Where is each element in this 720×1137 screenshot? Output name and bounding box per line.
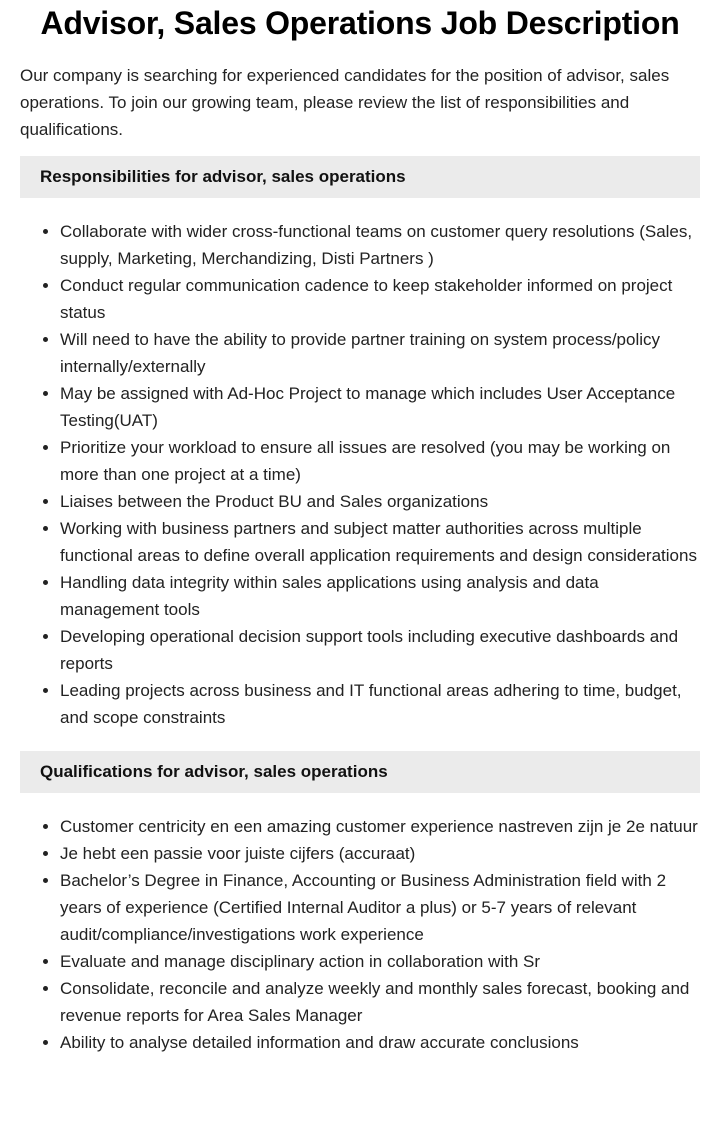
list-item: • Collaborate with wider cross-functional teams on customer query resolutions (Sales, supply, Marketing, Merchandizing, Disti Partners ) <box>60 218 700 272</box>
list-item: • Je hebt een passie voor juiste cijfers (accuraat) <box>60 840 700 867</box>
list-item: • Conduct regular communication cadence to keep stakeholder informed on project status <box>60 272 700 326</box>
list-item: • Working with business partners and subject matter authorities across multiple functional areas to define overall application requirements and design considerations <box>60 515 700 569</box>
list-item: • May be assigned with Ad-Hoc Project to manage which includes User Acceptance Testing(UAT) <box>60 380 700 434</box>
page-title: Advisor, Sales Operations Job Description <box>40 5 680 41</box>
list-item: • Consolidate, reconcile and analyze weekly and monthly sales forecast, booking and revenue reports for Area Sales Manager <box>60 975 700 1029</box>
list-item: • Bachelor’s Degree in Finance, Accounting or Business Administration field with 2 years of experience (Certified Internal Auditor a plus) or 5-7 years of relevant audit/compliance/investigations work experience <box>60 867 700 948</box>
qualifications-heading: Qualifications for advisor, sales operations <box>20 751 700 793</box>
list-item: • Leading projects across business and IT functional areas adhering to time, budget, and scope constraints <box>60 677 700 731</box>
list-item: • Customer centricity en een amazing customer experience nastreven zijn je 2e natuur <box>60 813 700 840</box>
responsibilities-heading: Responsibilities for advisor, sales operations <box>20 156 700 198</box>
list-item: • Ability to analyse detailed information and draw accurate conclusions <box>60 1029 700 1056</box>
list-item: • Evaluate and manage disciplinary action in collaboration with Sr <box>60 948 700 975</box>
responsibilities-list <box>20 218 700 731</box>
list-item: • Liaises between the Product BU and Sales organizations <box>60 488 700 515</box>
list-item: • Will need to have the ability to provide partner training on system process/policy internally/externally <box>60 326 700 380</box>
list-item: • Handling data integrity within sales applications using analysis and data management tools <box>60 569 700 623</box>
qualifications-list <box>20 813 700 1056</box>
list-item: • Prioritize your workload to ensure all issues are resolved (you may be working on more than one project at a time) <box>60 434 700 488</box>
intro-paragraph: Our company is searching for experienced candidates for the position of advisor, sales operations. To join our growing team, please review the list of responsibilities and qualifications. <box>20 66 670 139</box>
list-item: • Developing operational decision support tools including executive dashboards and reports <box>60 623 700 677</box>
